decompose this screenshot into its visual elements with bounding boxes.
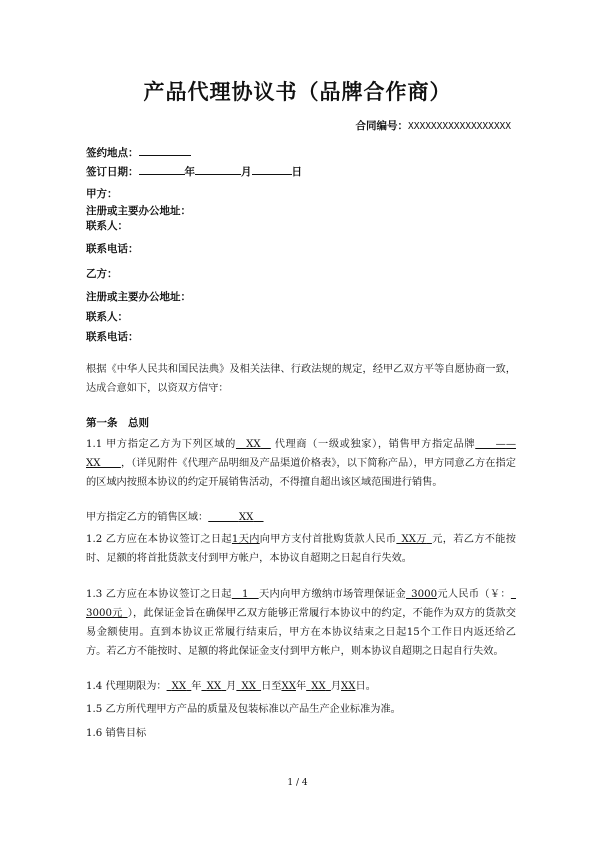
clause-1-1: 1.1 甲方指定乙方为下列区域的 XX 代理商（一级或独家），销售甲方指定品牌 ——XX ，（详见附件《代理产品明细及产品渠道价格表》，以下简称产品），甲方同意乙方在指定的区域内按照本协议的约定开展销售活动，不得擅自超出该区域范围进行销售。 — [86, 439, 516, 488]
preamble — [86, 360, 516, 398]
party-b-phone-label: 联系电话： — [86, 331, 139, 343]
clause-1-6: 1.6 销售目标 — [86, 728, 147, 739]
sign-year-blank — [139, 162, 185, 175]
clause-1-1-brand: ——XX — [86, 439, 516, 469]
sign-day-blank — [252, 162, 292, 175]
party-b-section — [86, 266, 516, 344]
contract-number — [356, 118, 511, 133]
clause-1-3-deposit-yuan: 3000元 — [86, 608, 123, 619]
page-number: 1 / 4 — [287, 778, 308, 788]
contract-number-label: 合同编号： — [355, 120, 409, 132]
party-a-contact-label: 联系人： — [86, 220, 128, 232]
clause-1-3-deposit: 3000 — [411, 589, 438, 600]
sales-region: 甲方指定乙方的销售区域： XX — [86, 508, 516, 527]
sign-day-label: 日 — [291, 166, 302, 178]
sign-place-blank — [139, 143, 191, 156]
party-a-section — [86, 186, 516, 256]
sign-year-label: 年 — [184, 166, 195, 178]
party-a-label: 甲方： — [86, 188, 118, 200]
clause-1-5: 1.5 乙方所代理甲方产品的质量及包装标准以产品生产企业标准为准。 — [86, 704, 401, 715]
party-b-contact-label: 联系人： — [86, 311, 128, 323]
sign-month-blank — [195, 162, 241, 175]
clause-1-3: 1.3 乙方应在本协议签订之日起 1 天内向甲方缴纳市场管理保证金 3000元人民币（￥： 3000元 ），此保证金旨在确保甲乙双方能够正常履行本协议中的约定，不能作为双方的货款交易金额使用。直到本协议正常履行结束后，甲方在本协议结束之日起15个工作日内返还给乙方。若乙方不能按时、足额的将此保证金支付到甲方帐户，则本协议自超期之日起自行失效。 — [86, 589, 516, 657]
preamble-text: 根据《中华人民共和国民法典》及相关法律、行政法规的规定，经甲乙双方平等自愿协商一致，达成合意如下，以资双方信守： — [86, 364, 516, 394]
sign-date-row — [86, 162, 516, 179]
sign-month-label: 月 — [241, 166, 252, 178]
clause-1-1-region-type: XX — [246, 439, 261, 450]
clause-1-2-amount: XX万 — [401, 534, 427, 545]
party-a-address-label: 注册或主要办公地址： — [86, 205, 191, 217]
sign-date-label: 签订日期： — [86, 166, 139, 178]
sales-region-value: XX — [238, 512, 254, 523]
party-a-phone-label: 联系电话： — [86, 243, 139, 255]
sign-info — [86, 143, 516, 179]
sign-place-row — [86, 143, 516, 160]
party-b-address-label: 注册或主要办公地址： — [86, 291, 191, 303]
document-title: 产品代理协议书（品牌合作商） — [143, 79, 452, 104]
clause-1-2: 1.2 乙方应在本协议签订之日起1天内向甲方支付首批购货款人民币 XX万 元，若乙方不能按时、足额的将首批货款支付到甲方帐户，本协议自超期之日起自行失效。 — [86, 534, 516, 564]
article-1-heading: 第一条 总则 — [86, 417, 149, 429]
clause-1-3-days: 1 — [241, 589, 249, 600]
clause-1-4: 1.4 代理期限为： XX 年 XX 月 XX 日至XX年 XX 月XX日。 — [86, 681, 376, 692]
clause-1-2-days: 1天内 — [231, 534, 260, 545]
contract-number-value: XXXXXXXXXXXXXXXXXX — [408, 121, 511, 132]
party-b-label: 乙方： — [86, 268, 118, 280]
sign-place-label: 签约地点： — [86, 147, 139, 159]
